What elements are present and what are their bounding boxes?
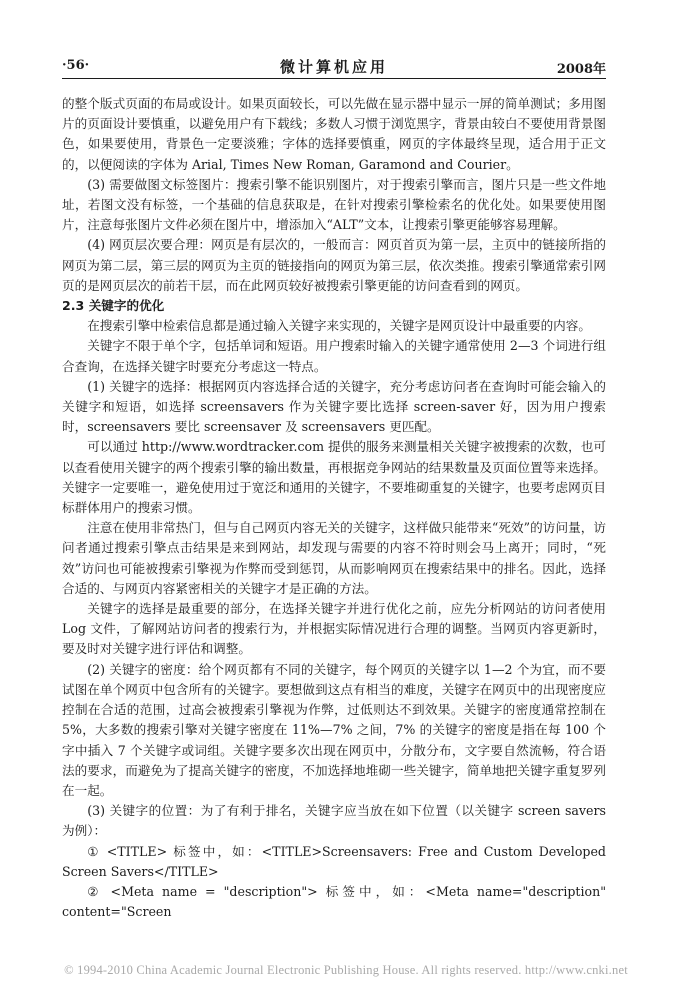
body-paragraph: (3) 需要做图文标签图片：搜索引擎不能识别图片，对于搜索引擎而言，图片只是一些文件地址，若图文没有标签，一个基础的信息获取是，在针对搜索引擎检索名的优化处。如果要使用图片，注意每张图片文件必须在图片中，增添加入“ALT”文本，让搜索引擎更能够容易理解。: [62, 176, 606, 233]
body-paragraph: (4) 网页层次要合理：网页是有层次的，一般而言：网页首页为第一层，主页中的链接所指的网页为第二层，第三层的网页为主页的链接指向的网页为第三层，依次类推。搜索引擎通常索引网页的是网页层次的前若干层，而在此网页较好被搜索引擎更能的访问查看到的网页。: [62, 237, 606, 293]
running-header: [62, 56, 606, 79]
publication-year: 2008年: [556, 62, 606, 77]
article-body: [62, 94, 606, 922]
body-paragraph: ② <Meta name = "description"> 标签中，如：<Meta name="description" content="Screen: [62, 883, 606, 920]
copyright-footer: © 1994-2010 China Academic Journal Electronic Publishing House. All rights reserved. http://www.cnki.net: [64, 963, 628, 977]
body-paragraph: 注意在使用非常热门，但与自己网页内容无关的关键字，这样做只能带来“死效”的访问量，访问者通过搜索引擎点击结果是来到网站，却发现与需要的内容不符时则会马上离开；同时，“死效”访问也可能被搜索引擎视为作弊而受到惩罚，从而影响网页在搜索结果中的排名。因此，选择合适的、与网页内容紧密相关的关键字才是正确的方法。: [62, 520, 606, 596]
body-paragraph: 在搜索引擎中检索信息都是通过输入关键字来实现的，关键字是网页设计中最重要的内容。: [87, 318, 591, 334]
section-heading: 2.3 关键字的优化: [62, 298, 165, 314]
body-paragraph: (3) 关键字的位置：为了有利于排名，关键字应当放在如下位置（以关键字 screen savers 为例）：: [62, 803, 606, 839]
body-paragraph: ① <TITLE> 标签中，如：<TITLE>Screensavers: Free and Custom Developed Screen Savers</TITLE>: [62, 843, 606, 879]
body-paragraph: (2) 关键字的密度：给个网页都有不同的关键字，每个网页的关键字以 1—2 个为宜，而不要试图在单个网页中包含所有的关键字。要想做到这点有相当的难度，关键字在网页中的出现密度应控制在合适的范围，过高会被搜索引擎视为作弊，过低则达不到效果。关键字的密度通常控制在 5%，大多数的搜索引擎对关键字密度在 11%—7% 之间，7% 的关键字的密度是指在每 100 个字中插入 7 个关键字或词组。关键字要多次出现在网页中，分散分布，文字要自然流畅，符合语法的要求，而避免为了提高关键字的密度，不加选择地堆砌一些关键字，简单地把关键字重复罗列在一起。: [62, 661, 606, 798]
body-paragraph: 可以通过 http://www.wordtracker.com 提供的服务来测量相关关键字被搜索的次数，也可以查看使用关键字的两个搜索引擎的输出数量，再根据竞争网站的结果数量及页面位置等来选择。关键字一定要唯一，避免使用过于宽泛和通用的关键字，不要堆砌重复的关键字，也要考虑网页目标群体用户的搜索习惯。: [62, 439, 606, 516]
body-paragraph: 关键字不限于单个字，包括单词和短语。用户搜索时输入的关键字通常使用 2—3 个词进行组合查询，在选择关键字时要充分考虑这一特点。: [62, 338, 606, 374]
page-number: ·56·: [62, 58, 90, 73]
body-paragraph: (1) 关键字的选择：根据网页内容选择合适的关键字，充分考虑访问者在查询时可能会输入的关键字和短语，如选择 screensavers 作为关键字要比选择 screen-saver 好，因为用户搜索时，screensavers 要比 screensaver 及 screensavers 更匹配。: [62, 378, 606, 435]
body-paragraph: 关键字的选择是最重要的部分，在选择关键字并进行优化之前，应先分析网站的访问者使用 Log 文件，了解网站访问者的搜索行为，并根据实际情况进行合理的调整。当网页内容更新时，要及时对关键字进行评估和调整。: [62, 601, 606, 657]
body-paragraph: 的整个版式页面的布局或设计。如果页面较长，可以先做在显示器中显示一屏的简单测试；多用图片的页面设计要慎重，以避免用户有下载线；多数人习惯于浏览黑字，背景由较白不要使用背景图色，如果要使用，背景色一定要淡雅；字体的选择要慎重，网页的字体最终呈现，适合用于正文的，以便阅读的字体为 Arial, Times New Roman, Garamond and Courier。: [62, 96, 606, 172]
journal-title: 微计算机应用: [279, 58, 388, 76]
